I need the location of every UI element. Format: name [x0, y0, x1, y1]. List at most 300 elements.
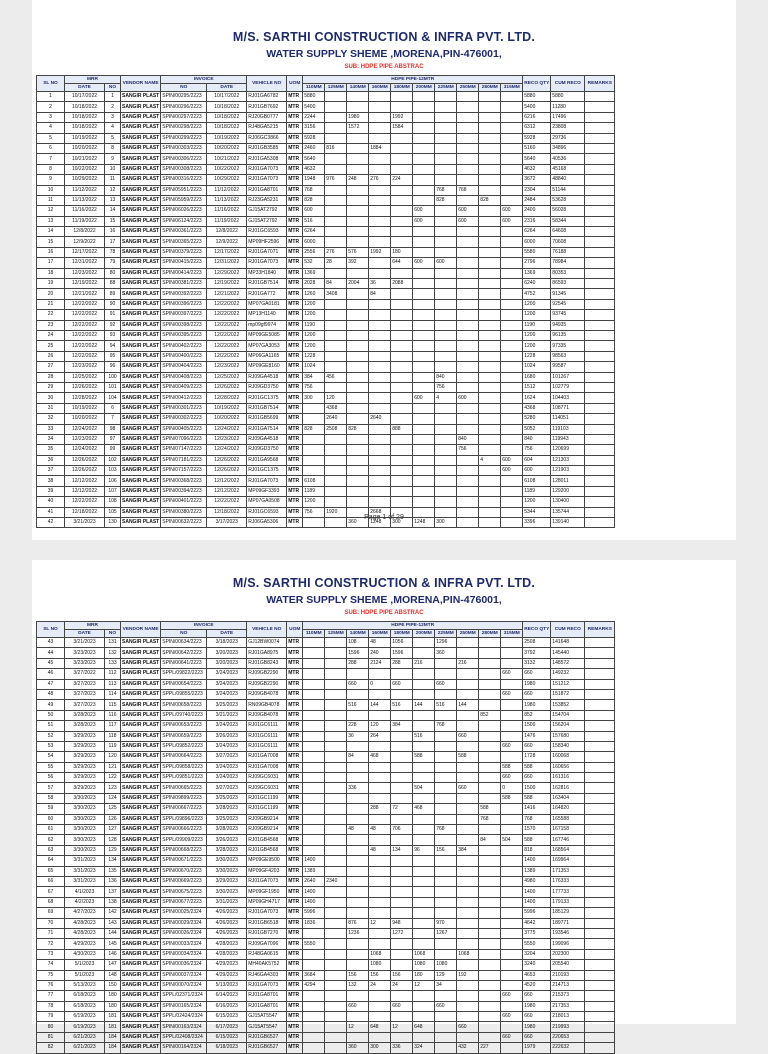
cell-vendor: SANGIR PLAST [121, 1001, 161, 1011]
cell-size-qty: 216 [413, 658, 435, 668]
cell-size-qty [325, 227, 347, 237]
cell-size-qty [369, 783, 391, 793]
cell-vehicle: RJ01GB5699 [247, 414, 287, 424]
cell-slno: 31 [37, 403, 65, 413]
cell-reco-qty: 4368 [523, 403, 551, 413]
cell-size-qty [457, 638, 479, 648]
cell-size-qty: 2508 [325, 424, 347, 434]
cell-invoice-date: 3/24/2023 [207, 669, 247, 679]
cell-size-qty [501, 804, 523, 814]
cell-invoice-no: SPIN/00653/2223 [161, 721, 207, 731]
table-row [37, 700, 615, 710]
cell-size-qty [325, 133, 347, 143]
cell-vehicle: RJ09GA4518 [247, 434, 287, 444]
cell-mrr-date: 12/22/2022 [65, 330, 105, 340]
cell-size-qty [325, 960, 347, 970]
cell-reco-qty: 660 [523, 991, 551, 1001]
cell-size-qty: 1200 [303, 330, 325, 340]
cell-remarks [585, 403, 615, 413]
cell-mrr-no: 184 [105, 1032, 121, 1042]
cell-size-qty [325, 382, 347, 392]
cell-size-qty [479, 762, 501, 772]
cell-mrr-date: 12/18/2022 [65, 507, 105, 517]
cell-size-qty: 36 [347, 731, 369, 741]
cell-size-qty [413, 320, 435, 330]
cell-vehicle: RJ01GB3585 [247, 143, 287, 153]
cell-size-qty [391, 793, 413, 803]
cell-size-qty: 504 [501, 835, 523, 845]
cell-size-qty [501, 825, 523, 835]
cell-mrr-no: 112 [105, 669, 121, 679]
cell-size-qty: 36 [369, 279, 391, 289]
cell-uom: MTR [287, 773, 303, 783]
cell-uom: MTR [287, 92, 303, 102]
cell-size-qty [413, 351, 435, 361]
cell-size-qty [435, 1043, 457, 1053]
cell-size-qty [479, 123, 501, 133]
cell-slno: 54 [37, 752, 65, 762]
cell-size-qty: 600 [501, 455, 523, 465]
cell-mrr-no: 116 [105, 710, 121, 720]
cell-size-qty [369, 102, 391, 112]
cell-size-qty [413, 123, 435, 133]
cell-invoice-no: SPPL/02424/2324 [161, 1012, 207, 1022]
cell-slno: 52 [37, 731, 65, 741]
cell-reco-qty: 1369 [523, 268, 551, 278]
cell-slno: 27 [37, 362, 65, 372]
cell-invoice-no: SPIN/00163/2324 [161, 1022, 207, 1032]
cell-cum-reco: 101267 [551, 372, 585, 382]
cell-size-qty: 24 [369, 980, 391, 990]
cell-size-qty [479, 928, 501, 938]
cell-size-qty [347, 835, 369, 845]
cell-slno: 72 [37, 939, 65, 949]
cell-size-qty: 1920 [325, 507, 347, 517]
cell-vehicle: RJ01GC6111 [247, 731, 287, 741]
cell-size-qty: 1369 [303, 268, 325, 278]
cell-size-qty [325, 206, 347, 216]
cell-invoice-no: SPIN/07096/2223 [161, 434, 207, 444]
cell-uom: MTR [287, 362, 303, 372]
cell-uom: MTR [287, 638, 303, 648]
cell-uom: MTR [287, 1012, 303, 1022]
cell-size-qty: 600 [413, 258, 435, 268]
cell-invoice-no: SPPL/09740/2223 [161, 710, 207, 720]
col-reco: RECO QTY [523, 622, 551, 638]
page-footer: Page 1 of 29 [364, 514, 404, 521]
cell-reco-qty: 1189 [523, 486, 551, 496]
table-row [37, 351, 615, 361]
col-invoice: INVOICE [161, 622, 247, 630]
cell-cum-reco: 193546 [551, 928, 585, 938]
cell-size-qty [325, 310, 347, 320]
cell-invoice-date: 3/30/2023 [207, 856, 247, 866]
cell-size-qty [413, 175, 435, 185]
cell-size-qty [479, 112, 501, 122]
cell-size-qty [413, 721, 435, 731]
table-row [37, 773, 615, 783]
cell-remarks [585, 247, 615, 257]
cell-invoice-no: SPIN/06026/2223 [161, 206, 207, 216]
cell-reco-qty: 5550 [523, 939, 551, 949]
cell-vendor: SANGIR PLAST [121, 362, 161, 372]
cell-size-qty [413, 825, 435, 835]
cell-size-qty: 504 [413, 783, 435, 793]
cell-size-qty [457, 247, 479, 257]
cell-vehicle: RJ01GA5308 [247, 154, 287, 164]
cell-invoice-date: 4/26/2023 [207, 918, 247, 928]
cell-vehicle: MP09GF4203 [247, 866, 287, 876]
cell-reco-qty: 3672 [523, 175, 551, 185]
cell-uom: MTR [287, 247, 303, 257]
cell-cum-reco: 11280 [551, 102, 585, 112]
cell-reco-qty: 1512 [523, 382, 551, 392]
cell-size-qty [347, 206, 369, 216]
table-row [37, 762, 615, 772]
cell-size-qty [347, 289, 369, 299]
cell-size-qty [391, 762, 413, 772]
cell-invoice-date: 3/26/2023 [207, 731, 247, 741]
cell-reco-qty: 1500 [523, 783, 551, 793]
cell-vehicle: RJ09GA4518 [247, 372, 287, 382]
cell-mrr-date: 4/28/2023 [65, 928, 105, 938]
cell-reco-qty: 2508 [523, 638, 551, 648]
cell-cum-reco: 158340 [551, 741, 585, 751]
cell-slno: 76 [37, 980, 65, 990]
cell-size-qty: 1267 [435, 928, 457, 938]
cell-cum-reco: 162816 [551, 783, 585, 793]
cell-size-qty [391, 154, 413, 164]
cell-size-qty [457, 227, 479, 237]
cell-reco-qty: 1728 [523, 752, 551, 762]
cell-size-qty [435, 658, 457, 668]
cell-size-qty [391, 102, 413, 112]
cell-size-qty [369, 814, 391, 824]
cell-mrr-date: 10/20/2022 [65, 414, 105, 424]
table-row [37, 856, 615, 866]
cell-slno: 44 [37, 648, 65, 658]
cell-size-qty [303, 928, 325, 938]
cell-size-qty: 3408 [325, 289, 347, 299]
cell-reco-qty: 1400 [523, 856, 551, 866]
table-row [37, 679, 615, 689]
cell-size-qty [435, 731, 457, 741]
cell-slno: 4 [37, 123, 65, 133]
cell-invoice-no: SPPL/09909/2223 [161, 835, 207, 845]
cell-mrr-date: 12/26/2022 [65, 382, 105, 392]
cell-size-qty: 600 [435, 258, 457, 268]
cell-size-qty [435, 330, 457, 340]
cell-size-qty [457, 866, 479, 876]
cell-mrr-no: 96 [105, 362, 121, 372]
cell-vehicle: RJ09GB4078 [247, 710, 287, 720]
cell-size-qty [325, 970, 347, 980]
cell-reco-qty: 1624 [523, 393, 551, 403]
cell-invoice-no: SPIN/00392/2223 [161, 289, 207, 299]
cell-remarks [585, 648, 615, 658]
cell-cum-reco: 91345 [551, 289, 585, 299]
cell-vendor: SANGIR PLAST [121, 856, 161, 866]
cell-vehicle: RJ01GC6593 [247, 507, 287, 517]
cell-vendor: SANGIR PLAST [121, 669, 161, 679]
cell-size-qty [325, 804, 347, 814]
cell-cum-reco: 108771 [551, 403, 585, 413]
cell-vendor: SANGIR PLAST [121, 876, 161, 886]
cell-mrr-date: 6/18/2023 [65, 1001, 105, 1011]
cell-uom: MTR [287, 825, 303, 835]
table-row [37, 825, 615, 835]
cell-size-qty [435, 362, 457, 372]
cell-invoice-no: SPIN/00070/2324 [161, 980, 207, 990]
cell-size-qty [501, 92, 523, 102]
cell-size-qty [435, 351, 457, 361]
cell-reco-qty: 6264 [523, 227, 551, 237]
cell-reco-qty: 660 [523, 1012, 551, 1022]
cell-cum-reco: 78984 [551, 258, 585, 268]
cell-reco-qty: 1200 [523, 299, 551, 309]
cell-mrr-no: 99 [105, 445, 121, 455]
cell-mrr-no: 14 [105, 206, 121, 216]
cell-invoice-no: SPIN/06124/2223 [161, 216, 207, 226]
cell-size-qty [325, 648, 347, 658]
cell-uom: MTR [287, 804, 303, 814]
cell-invoice-no: SPIN/00365/2223 [161, 237, 207, 247]
cell-cum-reco: 165588 [551, 814, 585, 824]
cell-size-qty [501, 752, 523, 762]
cell-size-qty [347, 154, 369, 164]
cell-size-qty [435, 455, 457, 465]
cell-size-qty [479, 299, 501, 309]
table-row [37, 1012, 615, 1022]
cell-invoice-date: 12/26/2022 [207, 382, 247, 392]
cell-size-qty [347, 143, 369, 153]
cell-slno: 2 [37, 102, 65, 112]
cell-reco-qty: 852 [523, 710, 551, 720]
cell-uom: MTR [287, 268, 303, 278]
cell-size-qty: 144 [457, 700, 479, 710]
cell-size-qty [501, 414, 523, 424]
cell-size-qty: 2028 [303, 279, 325, 289]
cell-size-qty [479, 414, 501, 424]
table-row [37, 403, 615, 413]
cell-size-qty [501, 143, 523, 153]
cell-size-qty: 1248 [369, 518, 391, 528]
cell-size-qty: 3156 [303, 123, 325, 133]
cell-cum-reco: 156204 [551, 721, 585, 731]
cell-mrr-no: 2 [105, 102, 121, 112]
cell-mrr-no: 122 [105, 773, 121, 783]
col-mrr: MRR [65, 622, 121, 630]
cell-size-qty [391, 289, 413, 299]
cell-reco-qty: 5344 [523, 507, 551, 517]
cell-invoice-date: 3/27/2023 [207, 783, 247, 793]
cell-uom: MTR [287, 123, 303, 133]
cell-size-qty [391, 887, 413, 897]
cell-size-qty [369, 1012, 391, 1022]
cell-size-qty [479, 949, 501, 959]
cell-size-qty [413, 289, 435, 299]
table-row [37, 721, 615, 731]
cell-vendor: SANGIR PLAST [121, 424, 161, 434]
cell-uom: MTR [287, 991, 303, 1001]
cell-invoice-no: SPIN/00404/2223 [161, 362, 207, 372]
cell-size-qty [369, 372, 391, 382]
cell-invoice-no: SPIN/00298/2223 [161, 123, 207, 133]
cell-mrr-date: 3/29/2023 [65, 752, 105, 762]
cell-size-qty [457, 92, 479, 102]
cell-size-qty [501, 123, 523, 133]
page-gap [0, 540, 768, 560]
cell-size-qty [479, 887, 501, 897]
cell-mrr-date: 3/30/2023 [65, 793, 105, 803]
cell-vendor: SANGIR PLAST [121, 679, 161, 689]
cell-invoice-no: SPIN/07157/2223 [161, 466, 207, 476]
cell-size-qty [501, 700, 523, 710]
cell-remarks [585, 258, 615, 268]
cell-size-qty [325, 658, 347, 668]
cell-size-qty [435, 123, 457, 133]
cell-mrr-no: 124 [105, 793, 121, 803]
cell-size-qty [391, 783, 413, 793]
cell-remarks [585, 92, 615, 102]
cell-size-qty [501, 247, 523, 257]
cell-size-qty [479, 268, 501, 278]
table-row [37, 887, 615, 897]
cell-vehicle: RJ09GC6031 [247, 783, 287, 793]
cell-size-qty [391, 939, 413, 949]
cell-size-qty [501, 486, 523, 496]
cell-size-qty [391, 897, 413, 907]
cell-uom: MTR [287, 486, 303, 496]
cell-slno: 25 [37, 341, 65, 351]
cell-vehicle: RJ01GA7073 [247, 980, 287, 990]
cell-mrr-no: 150 [105, 980, 121, 990]
cell-size-qty [479, 133, 501, 143]
cell-vendor: SANGIR PLAST [121, 507, 161, 517]
cell-vendor: SANGIR PLAST [121, 112, 161, 122]
cell-size-qty: 300 [391, 518, 413, 528]
cell-size-qty [303, 1001, 325, 1011]
cell-size-qty [501, 341, 523, 351]
cell-size-qty: 360 [347, 1043, 369, 1053]
table-row [37, 206, 615, 216]
cell-size-qty [501, 476, 523, 486]
cell-size-qty: 0 [501, 783, 523, 793]
col-size: 160MM [369, 84, 391, 92]
cell-mrr-date: 3/27/2023 [65, 689, 105, 699]
cell-size-qty [501, 102, 523, 112]
cell-remarks [585, 216, 615, 226]
cell-invoice-date: 11/16/2022 [207, 206, 247, 216]
cell-mrr-no: 90 [105, 299, 121, 309]
cell-size-qty [435, 486, 457, 496]
cell-invoice-date: 4/28/2023 [207, 949, 247, 959]
cell-size-qty [413, 991, 435, 1001]
cell-mrr-no: 126 [105, 814, 121, 824]
cell-remarks [585, 710, 615, 720]
cell-size-qty [347, 310, 369, 320]
cell-slno: 41 [37, 507, 65, 517]
cell-size-qty: 240 [369, 648, 391, 658]
cell-remarks [585, 351, 615, 361]
cell-size-qty [369, 793, 391, 803]
cell-invoice-no: SPIN/00036/2324 [161, 960, 207, 970]
cell-size-qty [501, 876, 523, 886]
cell-uom: MTR [287, 507, 303, 517]
cell-size-qty [501, 403, 523, 413]
cell-vendor: SANGIR PLAST [121, 299, 161, 309]
cell-size-qty [501, 497, 523, 507]
cell-size-qty [325, 762, 347, 772]
cell-size-qty [457, 258, 479, 268]
cell-size-qty [457, 154, 479, 164]
cell-size-qty [413, 689, 435, 699]
cell-cum-reco: 48840 [551, 175, 585, 185]
cell-vehicle: RJ01GB6518 [247, 918, 287, 928]
cell-slno: 48 [37, 689, 65, 699]
cell-size-qty: 1236 [347, 928, 369, 938]
cell-uom: MTR [287, 476, 303, 486]
cell-vendor: SANGIR PLAST [121, 185, 161, 195]
cell-cum-reco: 40536 [551, 154, 585, 164]
cell-size-qty [391, 445, 413, 455]
cell-size-qty [435, 762, 457, 772]
cell-vendor: SANGIR PLAST [121, 164, 161, 174]
cell-size-qty [435, 1012, 457, 1022]
cell-cum-reco: 23808 [551, 123, 585, 133]
cell-invoice-date: 3/20/2023 [207, 648, 247, 658]
cell-size-qty [501, 258, 523, 268]
cell-size-qty [479, 845, 501, 855]
cell-mrr-no: 138 [105, 897, 121, 907]
cell-slno: 80 [37, 1022, 65, 1032]
cell-size-qty [413, 434, 435, 444]
cell-mrr-date: 6/19/2023 [65, 1022, 105, 1032]
cell-size-qty [479, 970, 501, 980]
cell-size-qty [369, 403, 391, 413]
cell-mrr-no: 3 [105, 112, 121, 122]
cell-vendor: SANGIR PLAST [121, 939, 161, 949]
cell-size-qty [501, 175, 523, 185]
cell-uom: MTR [287, 185, 303, 195]
cell-size-qty [347, 195, 369, 205]
cell-size-qty: 660 [501, 669, 523, 679]
cell-invoice-date: 10/20/2022 [207, 143, 247, 153]
cell-size-qty: 248 [347, 175, 369, 185]
cell-size-qty [413, 185, 435, 195]
cell-uom: MTR [287, 700, 303, 710]
table-row [37, 258, 615, 268]
table-row [37, 939, 615, 949]
cell-uom: MTR [287, 949, 303, 959]
cell-mrr-no: 95 [105, 351, 121, 361]
cell-size-qty: 840 [457, 434, 479, 444]
cell-vehicle: RJ01GC1375 [247, 466, 287, 476]
cell-mrr-no: 119 [105, 741, 121, 751]
cell-uom: MTR [287, 112, 303, 122]
cell-size-qty [369, 762, 391, 772]
col-inv-no: NO [161, 630, 207, 638]
cell-size-qty: 816 [325, 143, 347, 153]
cell-mrr-date: 11/12/2022 [65, 185, 105, 195]
cell-cum-reco: 114051 [551, 414, 585, 424]
cell-size-qty [479, 92, 501, 102]
table-row [37, 1043, 615, 1053]
cell-reco-qty: 2304 [523, 185, 551, 195]
cell-cum-reco: 130400 [551, 497, 585, 507]
cell-size-qty: 468 [413, 804, 435, 814]
cell-vehicle: RJ01GA8701 [247, 1001, 287, 1011]
